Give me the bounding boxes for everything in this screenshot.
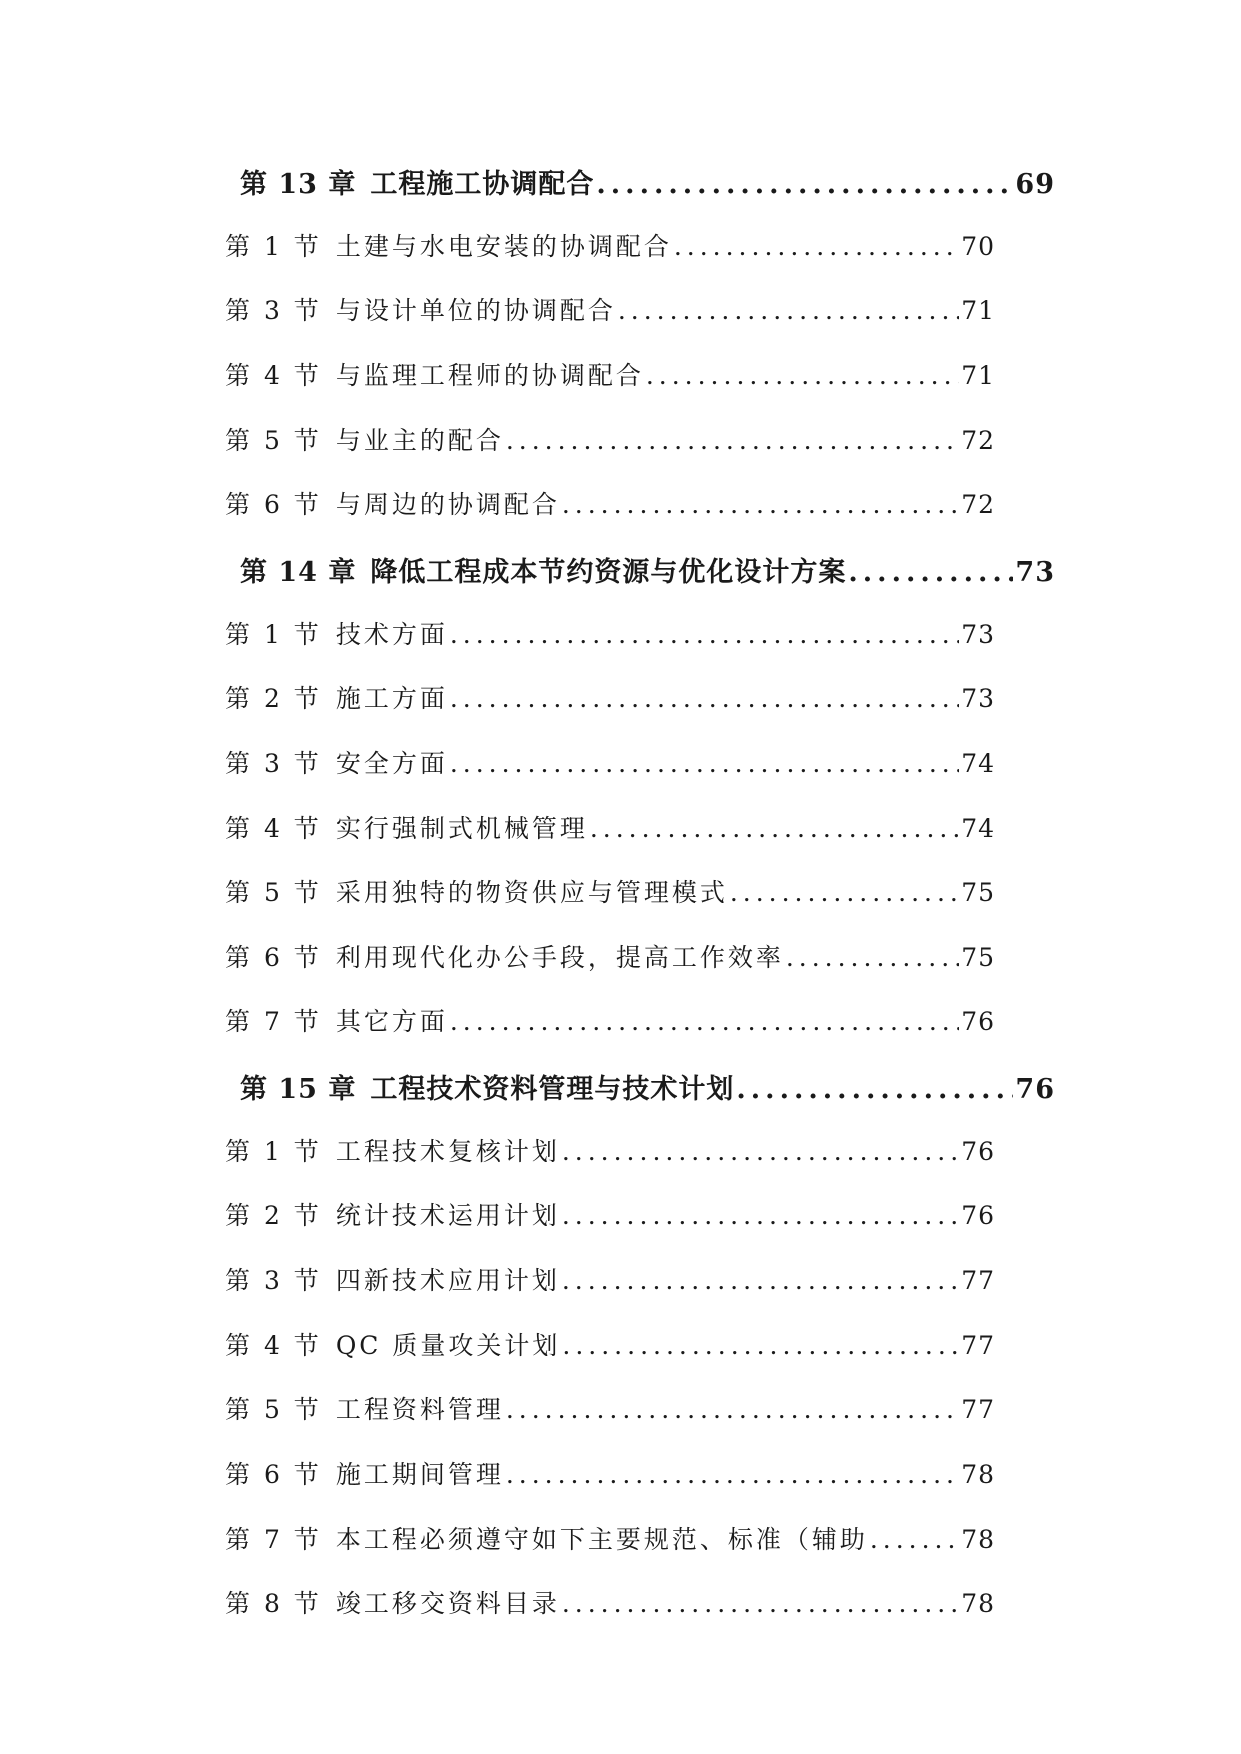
dot-leader xyxy=(736,1074,1013,1105)
toc-section-entry[interactable] xyxy=(225,679,995,715)
section-number: 第 5 节 xyxy=(225,1395,322,1425)
section-title: 采用独特的物资供应与管理模式 xyxy=(335,878,728,908)
page-number: 76 xyxy=(961,1007,995,1037)
section-number: 第 1 节 xyxy=(225,619,322,649)
chapter-number: 第 14 章 xyxy=(240,556,357,588)
toc-section-entry[interactable] xyxy=(225,356,995,392)
dot-leader xyxy=(646,361,959,390)
section-number: 第 3 节 xyxy=(225,1266,322,1296)
dot-leader xyxy=(450,1007,959,1036)
page-number: 78 xyxy=(961,1524,995,1554)
toc-section-entry[interactable] xyxy=(225,615,995,651)
page-number: 76 xyxy=(1015,1074,1055,1106)
section-title: 土建与水电安装的协调配合 xyxy=(335,231,672,261)
page-number: 71 xyxy=(961,360,995,390)
section-number: 第 2 节 xyxy=(225,1201,322,1231)
page-number: 77 xyxy=(961,1330,995,1360)
dot-leader xyxy=(450,684,959,713)
section-number: 第 5 节 xyxy=(225,878,322,908)
chapter-title: 降低工程成本节约资源与优化设计方案 xyxy=(370,556,847,588)
toc-section-entry[interactable] xyxy=(225,1326,995,1362)
page-number: 72 xyxy=(961,490,995,520)
page-number: 73 xyxy=(961,619,995,649)
dot-leader xyxy=(562,1589,959,1618)
toc-section-entry[interactable] xyxy=(225,421,995,457)
dot-leader xyxy=(674,232,959,261)
toc-chapter-entry[interactable] xyxy=(240,1067,1055,1106)
page-number: 73 xyxy=(961,684,995,714)
dot-leader xyxy=(848,557,1013,588)
toc-section-entry[interactable] xyxy=(225,1520,995,1556)
toc-section-entry[interactable] xyxy=(225,938,995,974)
page-number: 74 xyxy=(961,813,995,843)
toc-section-entry[interactable] xyxy=(225,1196,995,1232)
section-title: 竣工移交资料目录 xyxy=(335,1589,560,1619)
dot-leader xyxy=(450,749,959,778)
dot-leader xyxy=(590,814,959,843)
toc-section-entry[interactable] xyxy=(225,485,995,521)
section-number: 第 3 节 xyxy=(225,296,322,326)
section-number: 第 7 节 xyxy=(225,1524,322,1554)
toc-chapter-entry[interactable] xyxy=(240,162,1055,201)
toc-section-entry[interactable] xyxy=(225,227,995,263)
section-number: 第 8 节 xyxy=(225,1589,322,1619)
section-number: 第 4 节 xyxy=(225,813,322,843)
toc-chapter-entry[interactable] xyxy=(240,550,1055,589)
section-number: 第 1 节 xyxy=(225,1136,322,1166)
page-number: 77 xyxy=(961,1266,995,1296)
section-title: 安全方面 xyxy=(335,748,448,778)
page-number: 78 xyxy=(961,1460,995,1489)
section-title: 施工期间管理 xyxy=(335,1460,504,1489)
toc-section-entry[interactable] xyxy=(225,291,995,327)
toc-section-entry[interactable] xyxy=(225,744,995,780)
section-number: 第 4 节 xyxy=(225,1330,322,1360)
page-number: 72 xyxy=(961,425,995,455)
section-title: 与监理工程师的协调配合 xyxy=(335,360,644,390)
dot-leader xyxy=(506,1460,959,1489)
section-title: 与业主的配合 xyxy=(335,425,504,455)
toc-section-entry[interactable] xyxy=(225,1132,995,1168)
page-number: 78 xyxy=(961,1589,995,1619)
chapter-number: 第 13 章 xyxy=(240,169,357,200)
page-number: 76 xyxy=(961,1201,995,1231)
section-title: 利用现代化办公手段，提高工作效率 xyxy=(335,942,784,972)
section-number: 第 4 节 xyxy=(225,360,322,390)
chapter-number: 第 15 章 xyxy=(240,1074,357,1106)
page-number: 74 xyxy=(961,748,995,778)
dot-leader xyxy=(730,878,959,907)
section-title: 与设计单位的协调配合 xyxy=(335,296,616,326)
section-title: 施工方面 xyxy=(335,684,448,714)
section-title: 本工程必须遵守如下主要规范、标准（辅助 xyxy=(335,1524,868,1554)
dot-leader xyxy=(562,1137,959,1166)
page-number: 77 xyxy=(961,1395,995,1425)
section-number: 第 1 节 xyxy=(225,231,322,261)
section-number: 第 5 节 xyxy=(225,425,322,455)
section-title: 技术方面 xyxy=(335,619,448,649)
section-title: QC 质量攻关计划 xyxy=(335,1330,561,1360)
dot-leader xyxy=(450,620,959,649)
page-number: 75 xyxy=(961,878,995,908)
page-number: 71 xyxy=(961,296,995,326)
page-number: 69 xyxy=(1015,169,1055,200)
toc-section-entry[interactable] xyxy=(225,873,995,909)
chapter-title: 工程施工协调配合 xyxy=(370,169,595,200)
section-title: 其它方面 xyxy=(335,1007,448,1037)
section-title: 与周边的协调配合 xyxy=(335,490,560,520)
toc-section-entry[interactable] xyxy=(225,1455,995,1491)
section-title: 四新技术应用计划 xyxy=(335,1266,560,1296)
section-title: 工程技术复核计划 xyxy=(335,1136,560,1166)
dot-leader xyxy=(870,1525,959,1554)
dot-leader xyxy=(618,296,959,325)
dot-leader xyxy=(562,1201,959,1230)
chapter-title: 工程技术资料管理与技术计划 xyxy=(370,1074,735,1106)
section-title: 统计技术运用计划 xyxy=(335,1201,560,1231)
section-number: 第 6 节 xyxy=(225,942,322,972)
dot-leader xyxy=(506,1395,959,1424)
section-title: 工程资料管理 xyxy=(335,1395,504,1425)
page-number: 73 xyxy=(1015,556,1055,588)
section-title: 实行强制式机械管理 xyxy=(335,813,588,843)
toc-section-entry[interactable] xyxy=(225,1002,995,1038)
section-number: 第 7 节 xyxy=(225,1007,322,1037)
toc-section-entry[interactable] xyxy=(225,1584,995,1620)
dot-leader xyxy=(596,169,1013,200)
toc-section-entry[interactable] xyxy=(225,1261,995,1297)
dot-leader xyxy=(562,490,959,519)
section-number: 第 6 节 xyxy=(225,490,322,520)
section-number: 第 6 节 xyxy=(225,1460,322,1489)
toc-section-entry[interactable] xyxy=(225,1390,995,1426)
page-number: 70 xyxy=(961,231,995,261)
toc-section-entry[interactable] xyxy=(225,809,995,845)
dot-leader xyxy=(506,426,959,455)
page-number: 75 xyxy=(961,942,995,972)
page-number: 76 xyxy=(961,1136,995,1166)
section-number: 第 3 节 xyxy=(225,748,322,778)
dot-leader xyxy=(786,943,959,972)
dot-leader xyxy=(562,1266,959,1295)
dot-leader xyxy=(562,1331,959,1360)
section-number: 第 2 节 xyxy=(225,684,322,714)
